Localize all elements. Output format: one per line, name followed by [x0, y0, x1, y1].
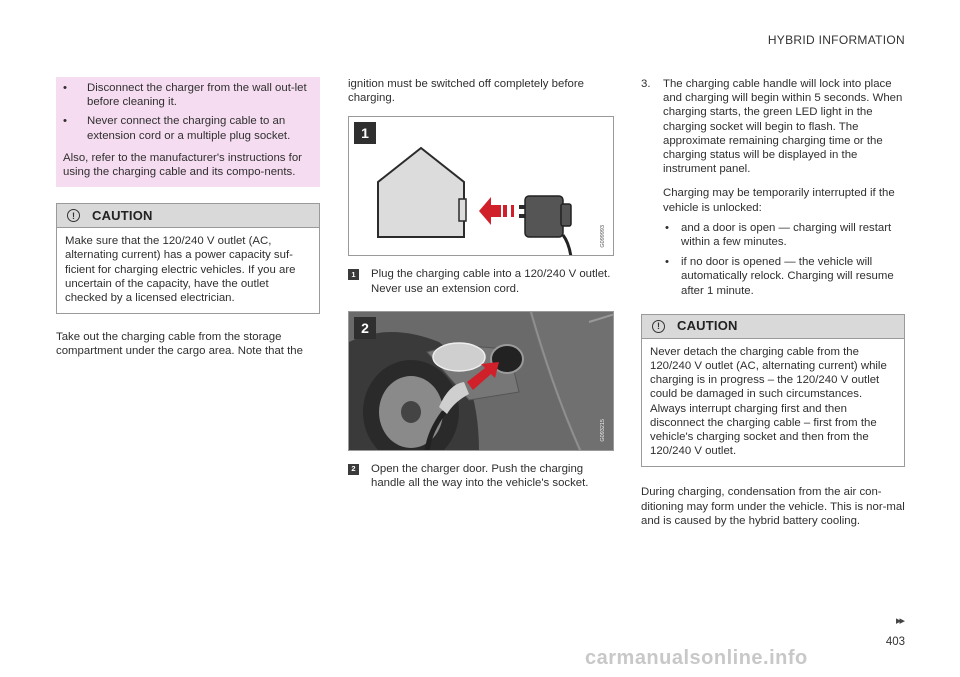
- step-item: [641, 77, 905, 176]
- step-note: Charging may be temporarily interrupted if the vehicle is unlocked:: [663, 187, 895, 214]
- figure-1: [348, 116, 614, 256]
- body-paragraph: Take out the charging cable from the storage compartment under the cargo area. Note that the: [56, 331, 303, 358]
- info-note: Also, refer to the manufacturer's instructions for using the charging cable and its compo-nents.: [63, 151, 302, 179]
- next-page-arrows-icon: ▸▸: [895, 615, 903, 627]
- column-1: [56, 77, 320, 359]
- caution-title: CAUTION: [677, 318, 738, 334]
- bullet-icon: •: [665, 256, 669, 269]
- figure-caption: 2 Open the charger door. Push the charging handle all the way into the vehicle's socket.: [348, 462, 614, 490]
- step-number: 3.: [641, 78, 651, 90]
- caution-header: [642, 315, 904, 339]
- figure-number: 1: [354, 122, 376, 144]
- caution-header: [57, 204, 319, 228]
- body-paragraph: ignition must be switched off completely before charging.: [348, 78, 584, 105]
- caption-number: 1: [348, 269, 359, 280]
- section-title: HYBRID INFORMATION: [767, 33, 905, 47]
- outlet-illustration: [349, 117, 614, 256]
- charger-plug: [525, 196, 563, 237]
- caution-title: CAUTION: [92, 207, 153, 223]
- wall-socket: [459, 199, 466, 221]
- list-item: • Disconnect the charger from the wall out-let before cleaning it.: [63, 82, 307, 109]
- house-icon: [378, 148, 464, 237]
- bullet-icon: •: [665, 221, 669, 234]
- warning-icon: !: [652, 320, 665, 333]
- car-socket-photo: [349, 312, 614, 451]
- warning-icon: !: [67, 209, 80, 222]
- caution-body: Never detach the charging cable from the 120/240 V outlet (AC, alternating current) while charging is in progress – the 120/240 V outlet could be damaged in such circumstances. Always interrupt charging first and then disconnect the charging cable – first from the vehicle's charging socket and then from the 120/240 V outlet.: [650, 345, 887, 458]
- figure-2: [348, 311, 614, 451]
- bullet-icon: •: [63, 115, 67, 128]
- list-item: • if no door is opened — the vehicle will automatically relock. Charging will resume after 1 minute.: [665, 256, 894, 297]
- column-3: [641, 77, 905, 528]
- caution-box: [56, 203, 320, 314]
- bullet-icon: •: [63, 82, 67, 94]
- column-2: [348, 77, 614, 490]
- info-box: [56, 77, 320, 187]
- figure-code: G099993: [599, 224, 606, 248]
- caption-number: 2: [348, 464, 359, 475]
- list-item: • Never connect the charging cable to an extension cord or a multiple plug socket.: [63, 115, 291, 142]
- figure-caption: 1 Plug the charging cable into a 120/240 V outlet. Never use an extension cord.: [348, 267, 614, 295]
- figure-code: G093215: [599, 419, 606, 442]
- figure-number: 2: [354, 317, 376, 339]
- arrow-icon: [479, 197, 501, 225]
- body-paragraph: During charging, condensation from the air con-ditioning may form under the vehicle. This is nor-mal and is caused by the hybrid battery cooling.: [641, 486, 905, 527]
- list-item: • and a door is open — charging will restart within a few minutes.: [665, 221, 892, 249]
- watermark: carmanualsonline.info: [585, 647, 808, 669]
- caution-box: [641, 314, 905, 468]
- page-number: 403: [885, 636, 905, 648]
- step-text: The charging cable handle will lock into place and charging will begin within 5 seconds. When charging starts, the green LED light in the charging socket will begin to flash. The approximate remaining charging time or the charging status will be displayed in the instrument panel.: [663, 78, 903, 176]
- caution-body: Make sure that the 120/240 V outlet (AC, alternating current) has a power capacity suf-ficient for charging electric vehicles. If you are uncertain of the capacity, have the outlet checked by a licensed electrician.: [65, 235, 296, 305]
